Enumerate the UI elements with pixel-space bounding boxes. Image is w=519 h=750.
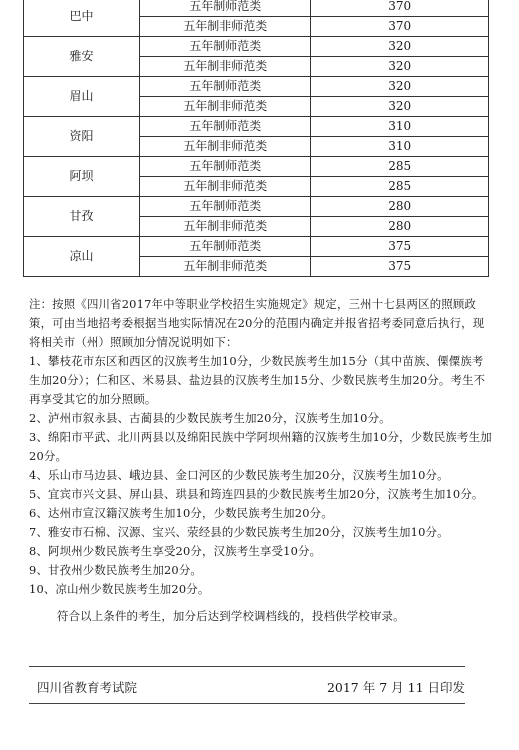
note-item-3: 3、绵阳市平武、北川两县以及绵阳民族中学阿坝州籍的汉族考生加10分，少数民族考生加20分。 xyxy=(29,430,492,463)
score-cell: 375 xyxy=(311,257,489,277)
note-item-4: 4、乐山市马边县、峨边县、金口河区的少数民族考生加20分，汉族考生加10分。 xyxy=(29,468,449,482)
footer-bottom-rule xyxy=(29,703,465,704)
city-cell: 雅安 xyxy=(24,37,140,77)
score-table xyxy=(23,0,489,277)
score-cell: 310 xyxy=(311,137,489,157)
score-cell: 320 xyxy=(311,97,489,117)
score-cell: 285 xyxy=(311,177,489,197)
city-cell: 资阳 xyxy=(24,117,140,157)
footer xyxy=(29,678,465,696)
note-item-8: 8、阿坝州少数民族考生享受20分，汉族考生享受10分。 xyxy=(29,544,322,558)
notes-closing: 符合以上条件的考生，加分后达到学校调档线的，投档供学校审录。 xyxy=(57,609,405,623)
city-cell: 眉山 xyxy=(24,77,140,117)
score-cell: 280 xyxy=(311,217,489,237)
score-cell: 370 xyxy=(311,17,489,37)
note-item-9: 9、甘孜州少数民族考生加20分。 xyxy=(29,563,203,577)
program-type-cell: 五年制师范类 xyxy=(140,37,311,57)
program-type-cell: 五年制非师范类 xyxy=(140,57,311,77)
table-row xyxy=(24,197,489,217)
score-cell: 320 xyxy=(311,57,489,77)
program-type-cell: 五年制师范类 xyxy=(140,197,311,217)
program-type-cell: 五年制师范类 xyxy=(140,77,311,97)
note-item-2: 2、泸州市叙永县、古蔺县的少数民族考生加20分，汉族考生加10分。 xyxy=(29,411,391,425)
note-item-10: 10、凉山州少数民族考生加20分。 xyxy=(29,582,210,596)
table-row xyxy=(24,0,489,17)
score-cell: 320 xyxy=(311,37,489,57)
program-type-cell: 五年制师范类 xyxy=(140,117,311,137)
table-row xyxy=(24,237,489,257)
issue-date: 2017 年 7 月 11 日印发 xyxy=(326,680,465,695)
note-item-6: 6、达州市宣汉籍汉族考生加10分，少数民族考生加20分。 xyxy=(29,506,333,520)
program-type-cell: 五年制非师范类 xyxy=(140,137,311,157)
city-cell: 巴中 xyxy=(24,0,140,37)
score-cell: 370 xyxy=(311,0,489,17)
program-type-cell: 五年制非师范类 xyxy=(140,257,311,277)
footer-top-rule xyxy=(29,666,465,667)
program-type-cell: 五年制师范类 xyxy=(140,0,311,17)
city-cell: 甘孜 xyxy=(24,197,140,237)
score-cell: 280 xyxy=(311,197,489,217)
notes-section xyxy=(29,295,494,626)
note-item-5: 5、宜宾市兴文县、屏山县、珙县和筠连四县的少数民族考生加20分，汉族考生加10分。 xyxy=(29,487,484,501)
issuer-name: 四川省教育考试院 xyxy=(37,680,138,695)
score-cell: 285 xyxy=(311,157,489,177)
program-type-cell: 五年制非师范类 xyxy=(140,97,311,117)
notes-intro: 注：按照《四川省2017年中等职业学校招生实施规定》规定，三州十七县两区的照顾政策，可由当地招考委根据当地实际情况在20分的范围内确定并报省招考委同意后执行，现将相关市（州）照顾加分情况说明如下： xyxy=(29,297,485,349)
program-type-cell: 五年制非师范类 xyxy=(140,217,311,237)
table-row xyxy=(24,77,489,97)
table-row xyxy=(24,37,489,57)
note-item-1: 1、攀枝花市东区和西区的汉族考生加10分，少数民族考生加15分（其中苗族、傈僳族考生加20分）；仁和区、米易县、盐边县的汉族考生加15分、少数民族考生加20分。考生不再享受其它的加分照顾。 xyxy=(29,354,486,406)
score-cell: 310 xyxy=(311,117,489,137)
program-type-cell: 五年制非师范类 xyxy=(140,177,311,197)
program-type-cell: 五年制非师范类 xyxy=(140,17,311,37)
city-cell: 凉山 xyxy=(24,237,140,277)
program-type-cell: 五年制师范类 xyxy=(140,157,311,177)
score-cell: 375 xyxy=(311,237,489,257)
program-type-cell: 五年制师范类 xyxy=(140,237,311,257)
table-row xyxy=(24,157,489,177)
table-row xyxy=(24,117,489,137)
note-item-7: 7、雅安市石棉、汉源、宝兴、荥经县的少数民族考生加20分，汉族考生加10分。 xyxy=(29,525,449,539)
city-cell: 阿坝 xyxy=(24,157,140,197)
score-cell: 320 xyxy=(311,77,489,97)
